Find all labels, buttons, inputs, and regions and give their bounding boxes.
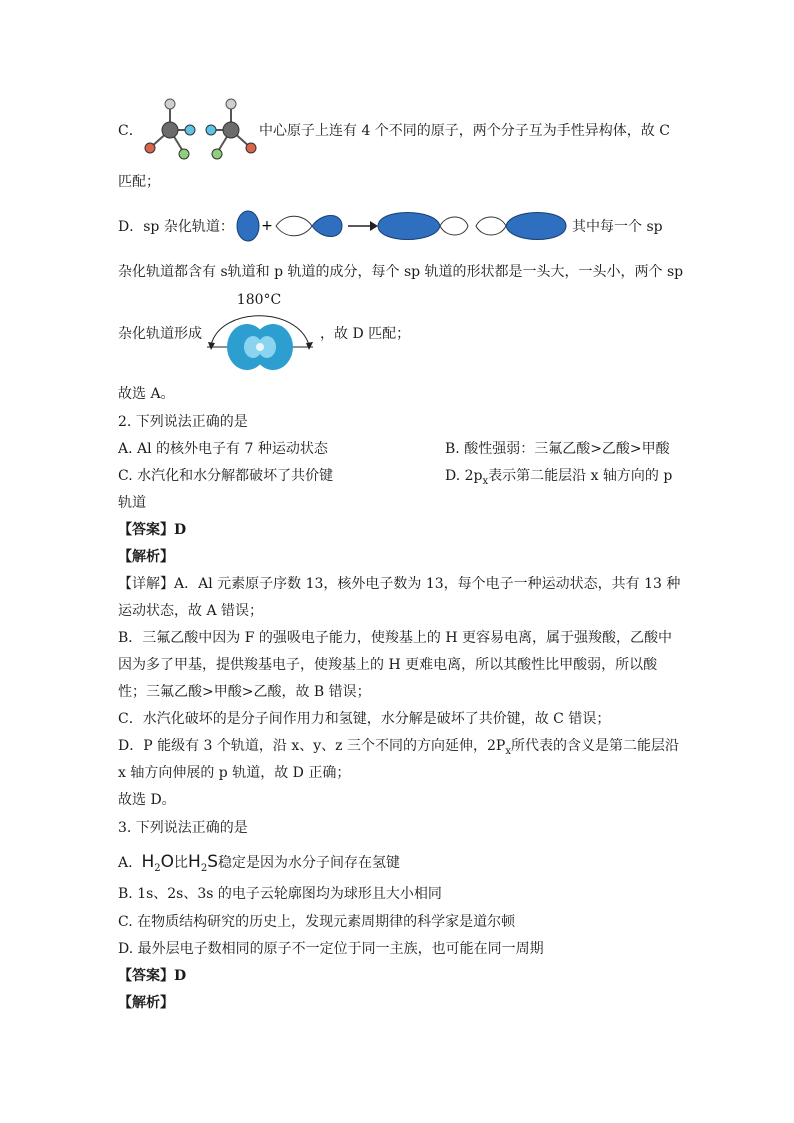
q2-stem: 2. 下列说法正确的是 [118, 414, 248, 430]
q2-option-b: B. 酸性强弱：三氟乙酸>乙酸>甲酸 [445, 441, 670, 457]
q3-answer: 【答案】D [118, 968, 187, 984]
chiral-molecule-right-image [203, 98, 258, 160]
q3-analysis-label: 【解析】 [118, 995, 174, 1011]
q2-detail-line-6: C．水汽化破坏的是分子间作用力和氢键，水分解是破坏了共价键，故 C 错误； [118, 711, 611, 727]
q2-conclusion: 故选 D。 [118, 792, 176, 808]
linear-sp-orbital-image [205, 290, 317, 372]
q3-option-d: D. 最外层电子数相同的原子不一定位于同一主族，也可能在同一周期 [118, 941, 544, 957]
q2-detail-line-2: 运动状态，故 A 错误； [118, 603, 264, 619]
q2-detail-line-7: D．P 能级有 3 个轨道，沿 x、y、z 三个不同的方向延伸，$2P_x$所代表的含义是第二能层沿 [118, 738, 679, 757]
option-d-prefix: D．sp 杂化轨道： [118, 219, 234, 235]
option-d-line-3-post: ，故 D 匹配； [320, 326, 411, 342]
q3-option-a: A. $H_2O$比$H_2S$稳定是因为水分子间存在氢键 [118, 852, 400, 874]
option-d-line-3-pre: 杂化轨道形成 [118, 326, 202, 342]
q1-conclusion: 故选 A。 [118, 386, 175, 402]
q3-option-c: C. 在物质结构研究的历史上，发现元素周期律的科学家是道尔顿 [118, 914, 516, 930]
angle-label: 180°C [236, 292, 282, 308]
q2-option-a: A. Al 的核外电子有 7 种运动状态 [118, 441, 328, 457]
q2-analysis-label: 【解析】 [118, 549, 174, 565]
plus-sign: + [261, 218, 273, 234]
option-c-continuation: 匹配； [118, 174, 160, 190]
q2-answer: 【答案】D [118, 522, 187, 538]
chiral-molecule-left-image [142, 98, 197, 160]
q2-option-d: D. $2p_x$表示第二能层沿 x 轴方向的 p [445, 468, 673, 487]
q3-option-b: B. 1s、2s、3s 的电子云轮廓图均为球形且大小相同 [118, 886, 442, 902]
q2-detail-line-4: 因为多了甲基，提供羧基电子，使羧基上的 H 更难电离，所以其酸性比甲酸弱，所以酸 [118, 657, 658, 673]
q2-detail-line-1: 【详解】A．Al 元素原子序数 13，核外电子数为 13，每个电子一种运动状态，共有 13 种 [118, 576, 681, 592]
q2-detail-line-8: x 轴方向伸展的 p 轨道，故 D 正确； [118, 765, 351, 781]
q2-option-c: C. 水汽化和水分解都破坏了共价键 [118, 468, 334, 484]
option-d-line-2: 杂化轨道都含有 s轨道和 p 轨道的成分，每个 sp 轨道的形状都是一头大，一头小，两个 sp [118, 264, 684, 280]
option-c-text: 中心原子上连有 4 个不同的原子，两个分子互为手性异构体，故 C [259, 123, 670, 139]
q2-option-d-continuation: 轨道 [118, 495, 146, 511]
sp-hybrid-orbital-diagram [234, 206, 570, 246]
option-d-after-diagram: 其中每一个 sp [572, 219, 663, 235]
q3-stem: 3. 下列说法正确的是 [118, 820, 248, 836]
q2-detail-line-3: B．三氟乙酸中因为 F 的强吸电子能力，使羧基上的 H 更容易电离，属于强羧酸，乙酸中 [118, 630, 673, 646]
q2-detail-line-5: 性；三氟乙酸>甲酸>乙酸，故 B 错误； [118, 684, 371, 700]
option-c-prefix: C． [118, 123, 143, 139]
